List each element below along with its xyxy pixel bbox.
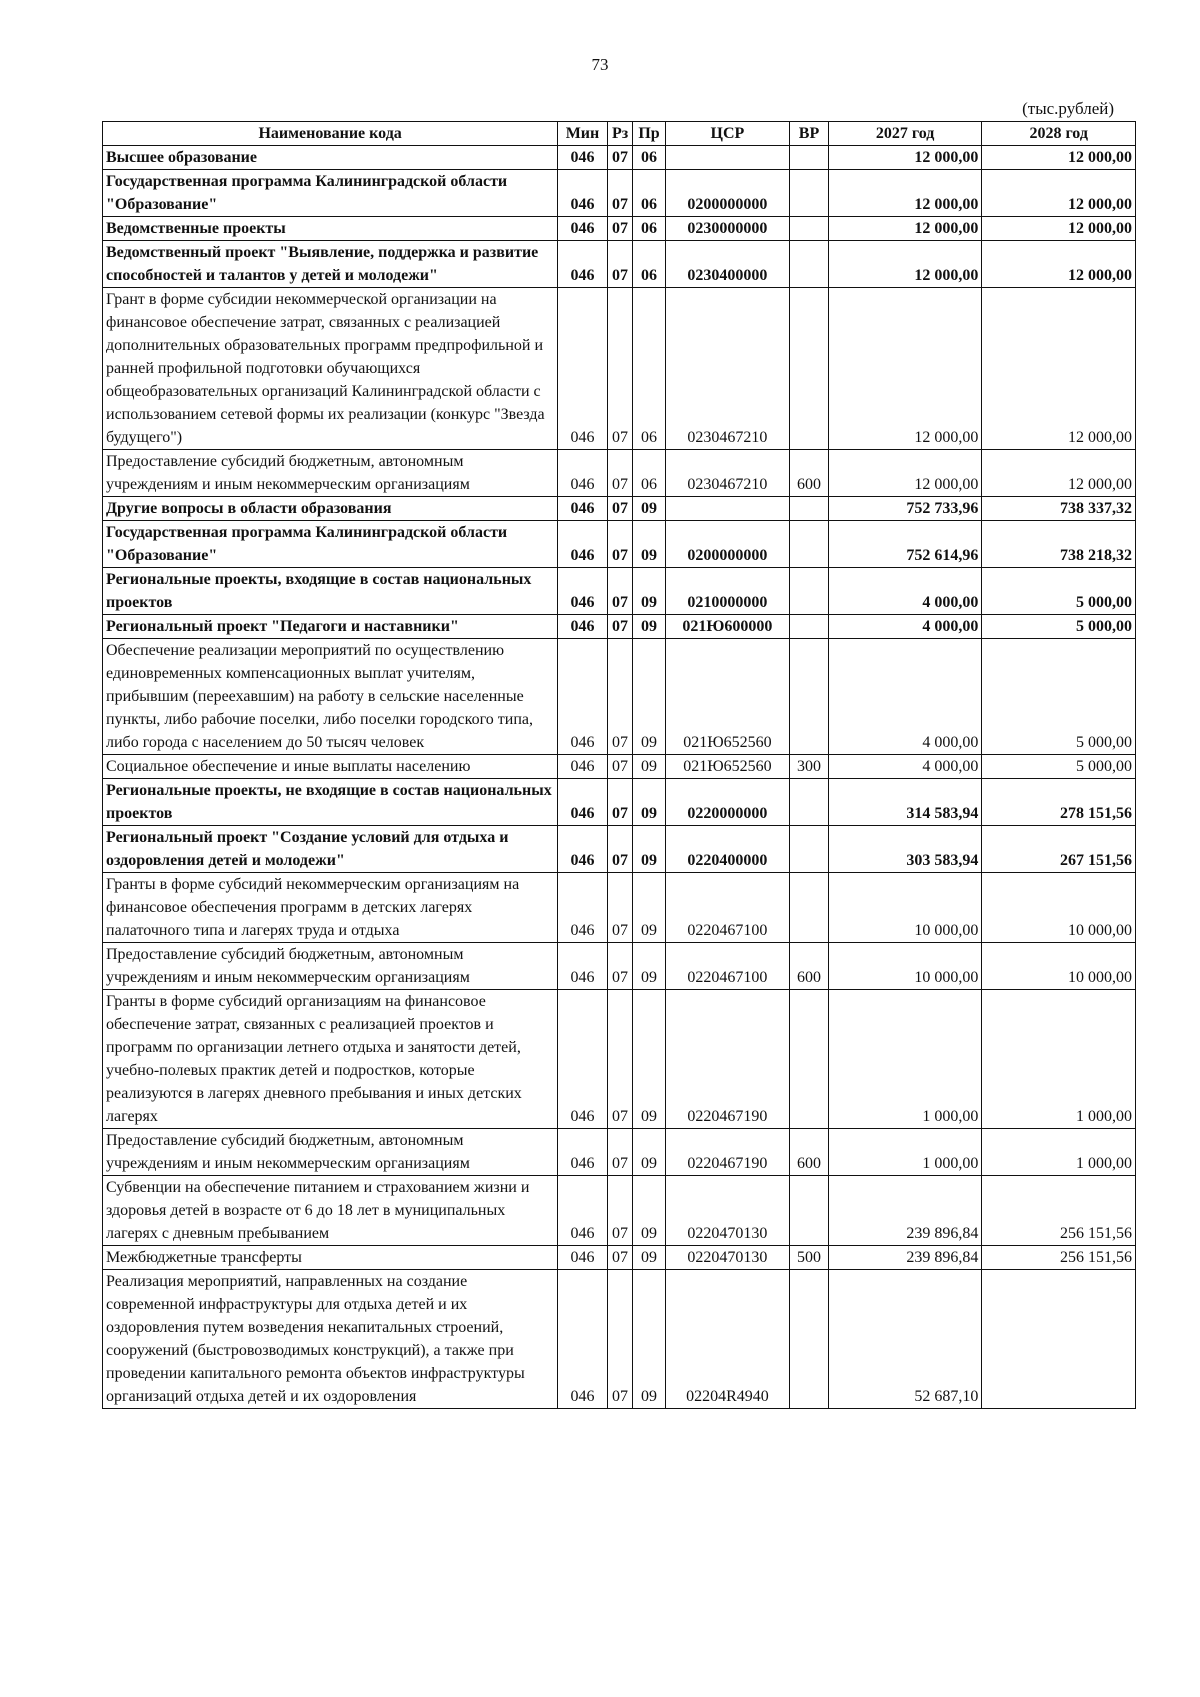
cell-csr: 0220470130 <box>665 1176 790 1246</box>
cell-vr <box>790 615 829 639</box>
cell-pr: 09 <box>633 943 665 990</box>
table-row <box>103 241 1136 288</box>
cell-csr: 021Ю652560 <box>665 639 790 755</box>
cell-pr: 09 <box>633 1246 665 1270</box>
cell-name: Грант в форме субсидии некоммерческой организации на финансовое обеспечение затрат, связанных с реализацией дополнительных образовательных программ предпрофильной и ранней профильной подготовки обучающихся общеобразовательных организаций Калининградской области с использованием сетевой формы их реализации (конкурс "Звезда будущего") <box>103 288 558 450</box>
cell-2028: 12 000,00 <box>982 450 1136 497</box>
cell-min: 046 <box>558 639 607 755</box>
cell-2028: 12 000,00 <box>982 241 1136 288</box>
table-row <box>103 779 1136 826</box>
cell-csr: 0220400000 <box>665 826 790 873</box>
cell-csr: 0230000000 <box>665 217 790 241</box>
cell-rz: 07 <box>607 990 633 1129</box>
cell-vr <box>790 873 829 943</box>
cell-name: Гранты в форме субсидий некоммерческим организациям на финансовое обеспечения программ в детских лагерях палаточного типа и лагерях труда и отдыха <box>103 873 558 943</box>
cell-csr: 0220000000 <box>665 779 790 826</box>
cell-2028: 10 000,00 <box>982 943 1136 990</box>
cell-rz: 07 <box>607 217 633 241</box>
cell-name: Региональный проект "Педагоги и наставники" <box>103 615 558 639</box>
cell-2028: 5 000,00 <box>982 615 1136 639</box>
cell-name: Региональные проекты, не входящие в состав национальных проектов <box>103 779 558 826</box>
cell-2028: 1 000,00 <box>982 990 1136 1129</box>
cell-name: Социальное обеспечение и иные выплаты населению <box>103 755 558 779</box>
cell-pr: 06 <box>633 217 665 241</box>
table-row <box>103 146 1136 170</box>
cell-2028: 738 337,32 <box>982 497 1136 521</box>
cell-rz: 07 <box>607 943 633 990</box>
header-rz: Рз <box>607 122 633 146</box>
table-body <box>103 146 1136 1409</box>
table-row <box>103 755 1136 779</box>
cell-rz: 07 <box>607 450 633 497</box>
header-min: Мин <box>558 122 607 146</box>
cell-rz: 07 <box>607 170 633 217</box>
cell-csr: 021Ю652560 <box>665 755 790 779</box>
table-row <box>103 639 1136 755</box>
cell-2027: 752 614,96 <box>828 521 982 568</box>
cell-name: Ведомственный проект "Выявление, поддержка и развитие способностей и талантов у детей и молодежи" <box>103 241 558 288</box>
cell-vr <box>790 521 829 568</box>
cell-pr: 09 <box>633 497 665 521</box>
table-row <box>103 521 1136 568</box>
cell-csr: 0220467100 <box>665 943 790 990</box>
header-name: Наименование кода <box>103 122 558 146</box>
cell-vr <box>790 497 829 521</box>
cell-pr: 09 <box>633 826 665 873</box>
table-row <box>103 943 1136 990</box>
cell-min: 046 <box>558 450 607 497</box>
cell-2027: 12 000,00 <box>828 217 982 241</box>
cell-min: 046 <box>558 943 607 990</box>
cell-rz: 07 <box>607 1176 633 1246</box>
cell-min: 046 <box>558 1176 607 1246</box>
cell-csr: 0230400000 <box>665 241 790 288</box>
cell-2027: 12 000,00 <box>828 288 982 450</box>
cell-2028: 12 000,00 <box>982 170 1136 217</box>
cell-csr: 0210000000 <box>665 568 790 615</box>
cell-2027: 239 896,84 <box>828 1176 982 1246</box>
cell-name: Региональные проекты, входящие в состав национальных проектов <box>103 568 558 615</box>
cell-rz: 07 <box>607 146 633 170</box>
cell-csr: 021Ю600000 <box>665 615 790 639</box>
cell-pr: 09 <box>633 639 665 755</box>
cell-2027: 12 000,00 <box>828 146 982 170</box>
cell-csr <box>665 497 790 521</box>
table-row <box>103 1270 1136 1409</box>
cell-pr: 09 <box>633 1176 665 1246</box>
cell-2027: 12 000,00 <box>828 450 982 497</box>
cell-pr: 09 <box>633 779 665 826</box>
cell-vr <box>790 241 829 288</box>
cell-name: Ведомственные проекты <box>103 217 558 241</box>
cell-min: 046 <box>558 873 607 943</box>
cell-vr <box>790 1270 829 1409</box>
cell-2027: 1 000,00 <box>828 990 982 1129</box>
cell-2027: 10 000,00 <box>828 943 982 990</box>
cell-csr: 0220470130 <box>665 1246 790 1270</box>
header-row <box>103 122 1136 146</box>
cell-min: 046 <box>558 521 607 568</box>
cell-rz: 07 <box>607 755 633 779</box>
cell-name: Субвенции на обеспечение питанием и страхованием жизни и здоровья детей в возрасте от 6 до 18 лет в муниципальных лагерях с дневным пребыванием <box>103 1176 558 1246</box>
cell-min: 046 <box>558 170 607 217</box>
cell-pr: 09 <box>633 1129 665 1176</box>
cell-min: 046 <box>558 990 607 1129</box>
table-row <box>103 1246 1136 1270</box>
table-row <box>103 497 1136 521</box>
cell-vr <box>790 217 829 241</box>
cell-2027: 4 000,00 <box>828 568 982 615</box>
cell-csr: 0230467210 <box>665 450 790 497</box>
cell-vr <box>790 288 829 450</box>
cell-vr <box>790 1176 829 1246</box>
cell-vr: 300 <box>790 755 829 779</box>
cell-2027: 52 687,10 <box>828 1270 982 1409</box>
cell-pr: 09 <box>633 521 665 568</box>
cell-name: Государственная программа Калининградской области "Образование" <box>103 170 558 217</box>
table-row <box>103 826 1136 873</box>
page-number: 73 <box>591 55 609 74</box>
table-row <box>103 1176 1136 1246</box>
cell-min: 046 <box>558 217 607 241</box>
cell-min: 046 <box>558 568 607 615</box>
cell-rz: 07 <box>607 639 633 755</box>
cell-vr: 600 <box>790 943 829 990</box>
cell-pr: 06 <box>633 288 665 450</box>
cell-name: Предоставление субсидий бюджетным, автономным учреждениям и иным некоммерческим организациям <box>103 943 558 990</box>
cell-rz: 07 <box>607 497 633 521</box>
header-pr: Пр <box>633 122 665 146</box>
cell-rz: 07 <box>607 568 633 615</box>
table-row <box>103 615 1136 639</box>
cell-csr: 0230467210 <box>665 288 790 450</box>
cell-csr: 0200000000 <box>665 170 790 217</box>
table-row <box>103 217 1136 241</box>
cell-min: 046 <box>558 1129 607 1176</box>
cell-rz: 07 <box>607 521 633 568</box>
cell-2028: 12 000,00 <box>982 288 1136 450</box>
cell-csr <box>665 146 790 170</box>
cell-rz: 07 <box>607 873 633 943</box>
cell-2028: 12 000,00 <box>982 146 1136 170</box>
cell-min: 046 <box>558 241 607 288</box>
cell-pr: 06 <box>633 146 665 170</box>
cell-pr: 09 <box>633 615 665 639</box>
cell-vr <box>790 568 829 615</box>
cell-2028: 256 151,56 <box>982 1246 1136 1270</box>
cell-2027: 752 733,96 <box>828 497 982 521</box>
cell-rz: 07 <box>607 288 633 450</box>
cell-min: 046 <box>558 146 607 170</box>
cell-min: 046 <box>558 826 607 873</box>
cell-pr: 09 <box>633 568 665 615</box>
cell-vr <box>790 146 829 170</box>
cell-name: Государственная программа Калининградской области "Образование" <box>103 521 558 568</box>
unit-label: (тыс.рублей) <box>1022 99 1114 118</box>
cell-2028 <box>982 1270 1136 1409</box>
budget-table <box>102 121 1136 1409</box>
cell-vr <box>790 826 829 873</box>
cell-min: 046 <box>558 497 607 521</box>
cell-2027: 12 000,00 <box>828 170 982 217</box>
cell-pr: 09 <box>633 990 665 1129</box>
cell-name: Региональный проект "Создание условий для отдыха и оздоровления детей и молодежи" <box>103 826 558 873</box>
cell-name: Другие вопросы в области образования <box>103 497 558 521</box>
header-2028: 2028 год <box>982 122 1136 146</box>
cell-vr: 500 <box>790 1246 829 1270</box>
cell-2028: 738 218,32 <box>982 521 1136 568</box>
cell-name: Межбюджетные трансферты <box>103 1246 558 1270</box>
cell-min: 046 <box>558 1270 607 1409</box>
cell-vr <box>790 779 829 826</box>
cell-2027: 303 583,94 <box>828 826 982 873</box>
cell-min: 046 <box>558 288 607 450</box>
table-row <box>103 170 1136 217</box>
cell-csr: 0220467190 <box>665 1129 790 1176</box>
cell-rz: 07 <box>607 1270 633 1409</box>
cell-2028: 5 000,00 <box>982 755 1136 779</box>
cell-min: 046 <box>558 615 607 639</box>
cell-2028: 267 151,56 <box>982 826 1136 873</box>
cell-pr: 09 <box>633 755 665 779</box>
cell-pr: 09 <box>633 873 665 943</box>
cell-2027: 4 000,00 <box>828 615 982 639</box>
cell-pr: 06 <box>633 450 665 497</box>
cell-2027: 4 000,00 <box>828 755 982 779</box>
header-2027: 2027 год <box>828 122 982 146</box>
table-row <box>103 450 1136 497</box>
cell-rz: 07 <box>607 779 633 826</box>
cell-2027: 314 583,94 <box>828 779 982 826</box>
cell-vr <box>790 990 829 1129</box>
cell-min: 046 <box>558 779 607 826</box>
cell-vr <box>790 639 829 755</box>
cell-2027: 10 000,00 <box>828 873 982 943</box>
cell-pr: 06 <box>633 241 665 288</box>
cell-csr: 0220467100 <box>665 873 790 943</box>
cell-rz: 07 <box>607 241 633 288</box>
cell-2027: 239 896,84 <box>828 1246 982 1270</box>
cell-name: Обеспечение реализации мероприятий по осуществлению единовременных компенсационных выплат учителям, прибывшим (переехавшим) на работу в сельские населенные пункты, либо рабочие поселки, либо поселки городского типа, либо города с населением до 50 тысяч человек <box>103 639 558 755</box>
cell-2027: 4 000,00 <box>828 639 982 755</box>
table-row <box>103 568 1136 615</box>
cell-rz: 07 <box>607 826 633 873</box>
cell-csr: 0200000000 <box>665 521 790 568</box>
cell-name: Реализация мероприятий, направленных на создание современной инфраструктуры для отдыха детей и их оздоровления путем возведения некапитальных строений, сооружений (быстровозводимых конструкций), а также при проведении капитального ремонта объектов инфраструктуры организаций отдыха детей и их оздоровления <box>103 1270 558 1409</box>
cell-2028: 1 000,00 <box>982 1129 1136 1176</box>
cell-rz: 07 <box>607 615 633 639</box>
table-row <box>103 990 1136 1129</box>
cell-vr: 600 <box>790 1129 829 1176</box>
cell-pr: 06 <box>633 170 665 217</box>
header-csr: ЦСР <box>665 122 790 146</box>
cell-2028: 10 000,00 <box>982 873 1136 943</box>
cell-2028: 278 151,56 <box>982 779 1136 826</box>
cell-2027: 1 000,00 <box>828 1129 982 1176</box>
cell-csr: 02204R4940 <box>665 1270 790 1409</box>
cell-2028: 256 151,56 <box>982 1176 1136 1246</box>
cell-2027: 12 000,00 <box>828 241 982 288</box>
cell-name: Предоставление субсидий бюджетным, автономным учреждениям и иным некоммерческим организациям <box>103 1129 558 1176</box>
cell-min: 046 <box>558 755 607 779</box>
cell-rz: 07 <box>607 1129 633 1176</box>
cell-2028: 12 000,00 <box>982 217 1136 241</box>
cell-name: Гранты в форме субсидий организациям на финансовое обеспечение затрат, связанных с реализацией проектов и программ по организации летнего отдыха и занятости детей, учебно-полевых практик детей и подростков, которые реализуются в лагерях дневного пребывания и иных детских лагерях <box>103 990 558 1129</box>
cell-pr: 09 <box>633 1270 665 1409</box>
table-row <box>103 288 1136 450</box>
cell-vr: 600 <box>790 450 829 497</box>
cell-min: 046 <box>558 1246 607 1270</box>
cell-name: Предоставление субсидий бюджетным, автономным учреждениям и иным некоммерческим организациям <box>103 450 558 497</box>
cell-name: Высшее образование <box>103 146 558 170</box>
cell-vr <box>790 170 829 217</box>
cell-2028: 5 000,00 <box>982 639 1136 755</box>
cell-csr: 0220467190 <box>665 990 790 1129</box>
table-row <box>103 873 1136 943</box>
header-vr: ВР <box>790 122 829 146</box>
cell-2028: 5 000,00 <box>982 568 1136 615</box>
table-row <box>103 1129 1136 1176</box>
cell-rz: 07 <box>607 1246 633 1270</box>
